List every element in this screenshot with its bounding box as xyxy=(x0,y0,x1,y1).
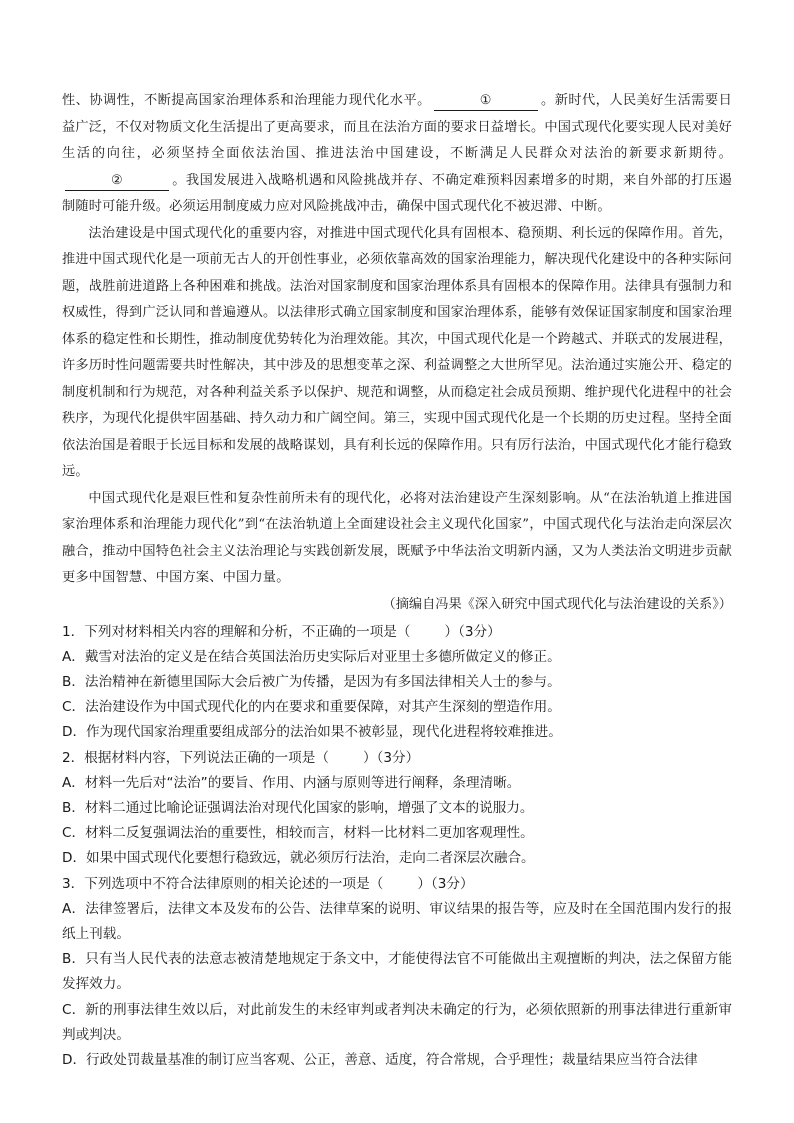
option-c: C．法治建设作为中国式现代化的内在要求和重要保障，对其产生深刻的塑造作用。 xyxy=(62,699,561,716)
exam-page xyxy=(62,88,732,1073)
question-stem: 2．根据材料内容，下列说法正确的一项是（ ）（3分） xyxy=(62,749,420,766)
passage-text: 。我国发展进入战略机遇和风险挑战并存、不确定难预料因素增多的时期，来自外部的打压遏制随时可能升级。必须运用制度威力应对风险挑战冲击，确保中国式现代化不被迟滞、中断。 xyxy=(62,172,732,214)
option-a: A．材料一先后对“法治”的要旨、作用、内涵与原则等进行阐释，条理清晰。 xyxy=(62,774,521,791)
option-d: D．行政处罚裁量基准的制订应当客观、公正，善意、适度，符合常规，合乎理性；裁量结果应当符合法律 xyxy=(62,1051,698,1068)
reading-passage xyxy=(62,88,732,592)
option-c: C．材料二反复强调法治的重要性，相较而言，材料一比材料二更加客观理性。 xyxy=(62,825,534,842)
question-stem: 1．下列对材料相关内容的理解和分析，不正确的一项是（ ）（3分） xyxy=(62,623,501,640)
question-1 xyxy=(62,620,732,746)
option-d: D．如果中国式现代化要想行稳致远，就必须厉行法治，走向二者深层次融合。 xyxy=(62,850,535,867)
passage-text: 性、协调性，不断提高国家治理体系和治理能力现代化水平。 xyxy=(62,93,431,108)
option-a: A．戴雪对法治的定义是在结合英国法治历史实际后对亚里士多德所做定义的修正。 xyxy=(62,648,561,665)
option-b: B．只有当人民代表的法意志被清楚地规定于条文中，才能使得法官不可能做出主观擅断的判决，法之保留方能发挥效力。 xyxy=(62,951,732,993)
option-b: B．法治精神在新德里国际大会后被广为传播，是因为有多国法律相关人士的参与。 xyxy=(62,673,561,690)
question-3 xyxy=(62,872,732,1074)
passage-text: 。新时代，人民美好生活需要日益广泛，不仅对物质文化生活提出了更高要求，而且在法治方面的要求日益增长。中国式现代化要实现人民对美好生活的向往，必须坚持全面依法治国、推进法治中国建设，不断满足人民群众对法治的新要求新期待。 xyxy=(62,93,732,161)
passage-source: （摘编自冯果《深入研究中国式现代化与法治建设的关系》） xyxy=(382,596,732,612)
fill-blank-1: ① xyxy=(434,92,538,111)
option-b: B．材料二通过比喻论证强调法治对现代化国家的影响，增强了文本的说服力。 xyxy=(62,799,534,816)
question-2 xyxy=(62,746,732,872)
passage-paragraph-1 xyxy=(62,88,732,221)
option-a: A．法律签署后，法律文本及发布的公告、法律草案的说明、审议结果的报告等，应及时在全国范围内发行的报纸上刊载。 xyxy=(62,900,732,942)
question-stem: 3．下列选项中不符合法律原则的相关论述的一项是（ ）（3分） xyxy=(62,875,474,892)
passage-paragraph-2: 法治建设是中国式现代化的重要内容，对推进中国式现代化具有固根本、稳预期、利长远的保障作用。首先，推进中国式现代化是一项前无古人的开创性事业，必须依靠高效的国家治理能力，解决现代化建设中的各种实际问题，战胜前进道路上各种困难和挑战。法治对国家制度和国家治理体系具有固根本的保障作用。法律具有强制力和权威性，得到广泛认同和普遍遵从。以法律形式确立国家制度和国家治理体系，能够有效保证国家制度和国家治理体系的稳定性和长期性，推动制度优势转化为治理效能。其次，中国式现代化是一个跨越式、并联式的发展进程，许多历时性问题需要共时性解决，其中涉及的思想变革之深、利益调整之大世所罕见。法治通过实施公开、稳定的制度机制和行为规范，对各种利益关系予以保护、规范和调整，从而稳定社会成员预期、维护现代化进程中的社会秩序，为现代化提供牢固基础、持久动力和广阔空间。第三，实现中国式现代化是一个长期的历史过程。坚持全面依法治国是着眼于长远目标和发展的战略谋划，具有利长远的保障作用。只有厉行法治，中国式现代化才能行稳致远。 xyxy=(62,225,732,479)
option-d: D．作为现代国家治理重要组成部分的法治如果不被彰显，现代化进程将较难推进。 xyxy=(62,724,562,741)
question-list xyxy=(62,620,732,1074)
option-c: C．新的刑事法律生效以后，对此前发生的未经审判或者判决未确定的行为，必须依照新的刑事法律进行重新审判或判决。 xyxy=(62,1001,732,1043)
fill-blank-2: ② xyxy=(65,172,169,191)
passage-paragraph-3: 中国式现代化是艰巨性和复杂性前所未有的现代化，必将对法治建设产生深刻影响。从“在法治轨道上推进国家治理体系和治理能力现代化”到“在法治轨道上全面建设社会主义现代化国家”，中国式现代化与法治走向深层次融合，推动中国特色社会主义法治理论与实践创新发展，既赋予中华法治文明新内涵，又为人类法治文明进步贡献更多中国智慧、中国方案、中国力量。 xyxy=(62,490,732,585)
